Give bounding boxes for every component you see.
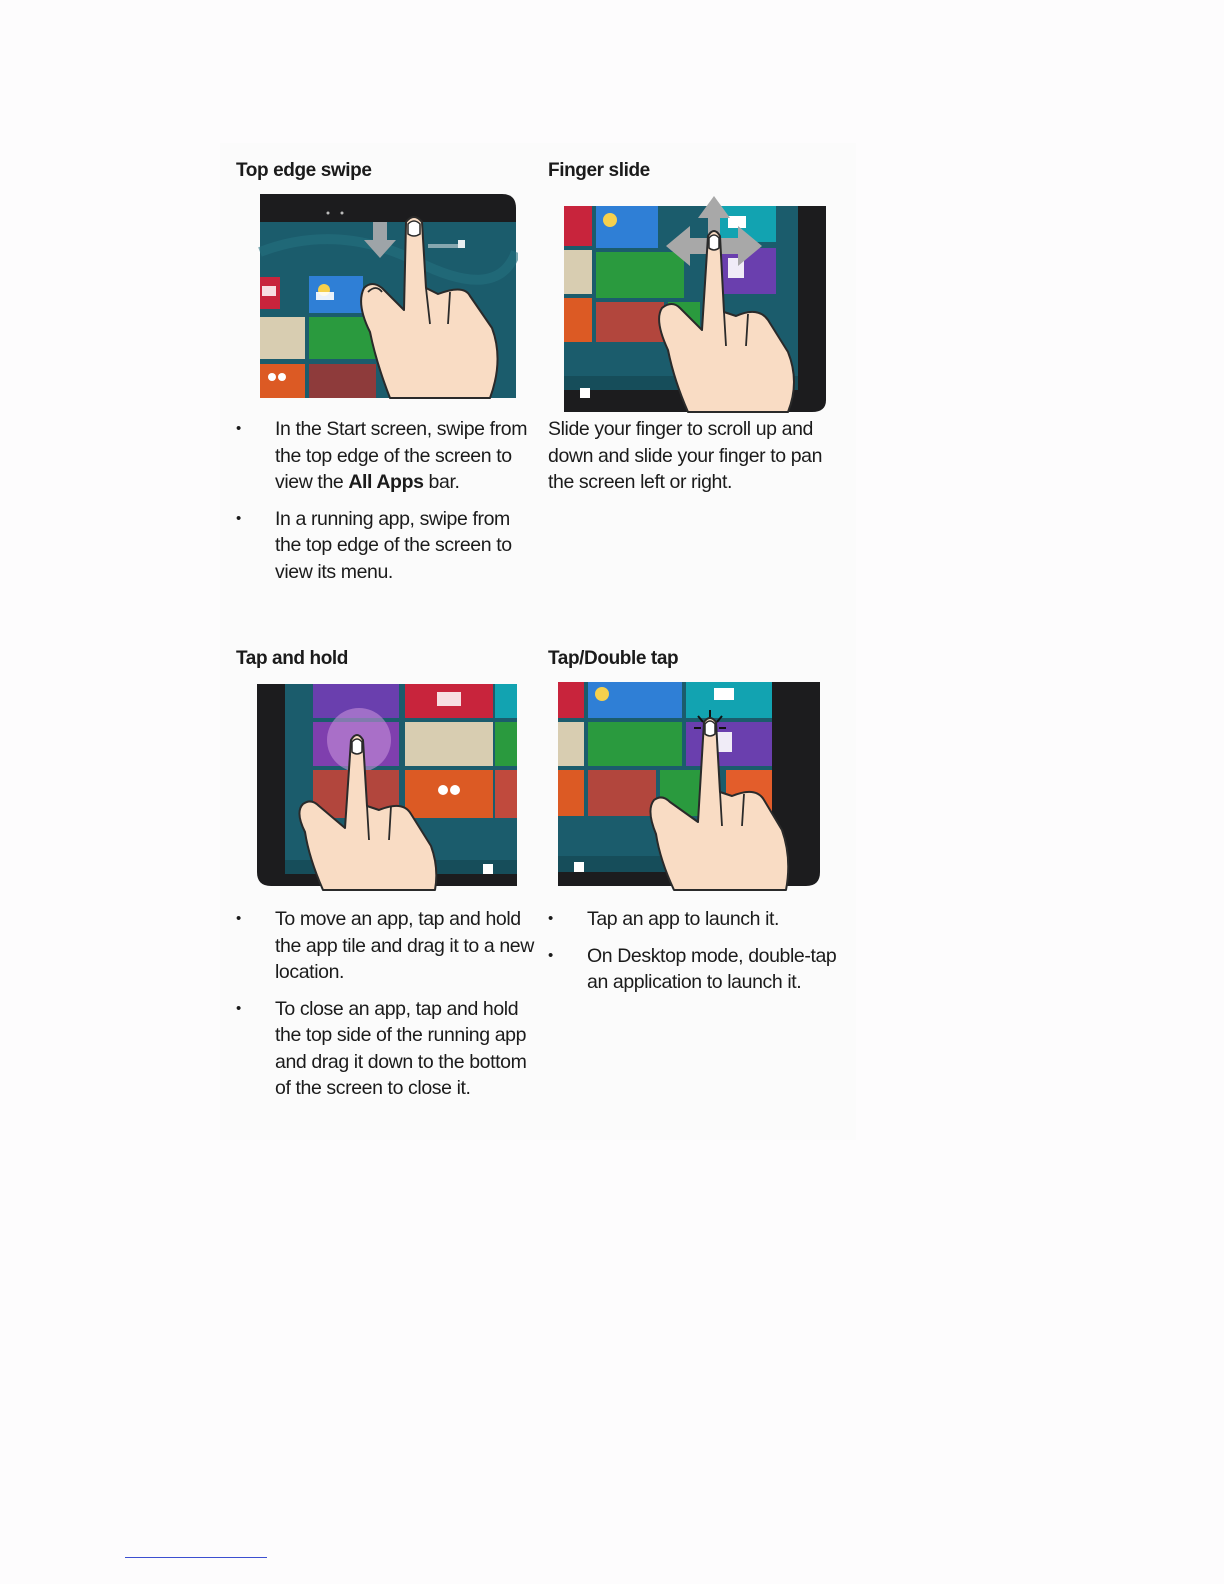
heading-finger-slide: Finger slide [548, 160, 650, 181]
tap-and-hold-bullets [236, 906, 536, 1112]
finger-slide-text: Slide your finger to scroll up and down and slide your finger to pan the screen left or right. [548, 418, 823, 493]
list-item: • On Desktop mode, double-tap an application to launch it. [548, 943, 840, 996]
list-item: • In a running app, swipe from the top edge of the screen to view its menu. [236, 506, 536, 586]
list-item: • To close an app, tap and hold the top side of the running app and drag it down to the bottom of the screen to close it. [236, 996, 536, 1102]
footnote-rule [125, 1557, 267, 1558]
heading-tap-and-hold: Tap and hold [236, 648, 349, 669]
finger-slide-illustration [562, 196, 828, 414]
top-edge-swipe-illustration [258, 192, 518, 400]
tap-double-tap-illustration [556, 680, 822, 892]
list-item: • Tap an app to launch it. [548, 906, 840, 933]
tap-double-tap-bullets [548, 906, 840, 1006]
top-edge-swipe-bullets [236, 416, 536, 595]
list-item: • To move an app, tap and hold the app tile and drag it to a new location. [236, 906, 536, 986]
all-apps-label: All Apps [348, 471, 424, 493]
tap-and-hold-illustration [255, 682, 519, 892]
list-item: • In the Start screen, swipe from the top edge of the screen to view the All Apps bar. [236, 416, 536, 496]
heading-tap-double-tap: Tap/Double tap [548, 648, 679, 669]
heading-top-edge-swipe: Top edge swipe [236, 160, 372, 181]
